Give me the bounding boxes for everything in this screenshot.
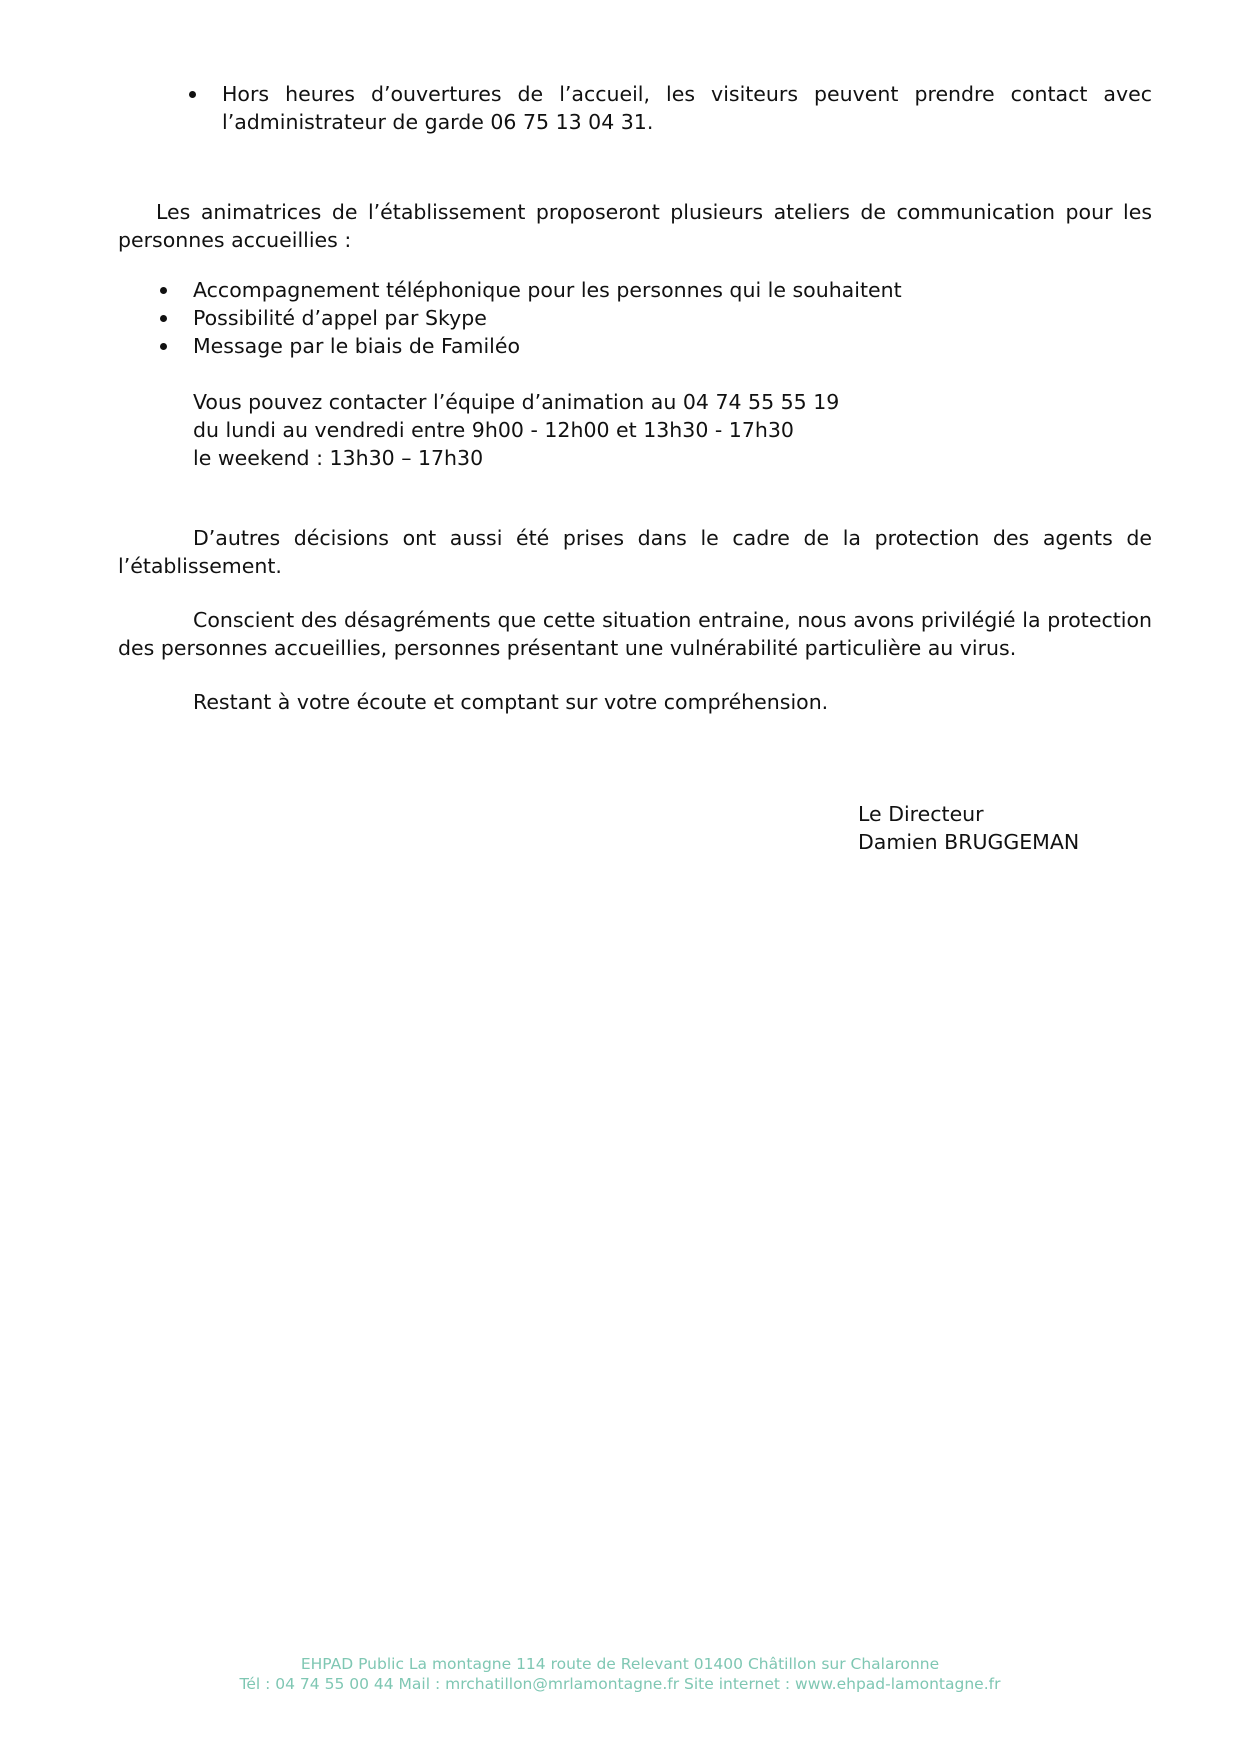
contact-line-weekdays: du lundi au vendredi entre 9h00 - 12h00 et 13h30 - 17h30 [193,418,794,442]
paragraph-conscient [118,606,1152,662]
signature-name: Damien BRUGGEMAN [858,830,1080,854]
communication-bullet-list [193,276,1152,360]
paragraph-decisions [118,524,1152,580]
footer-contact: Tél : 04 74 55 00 44 Mail : mrchatillon@mrlamontagne.fr Site internet : www.ehpad-lamontagne.fr [239,1675,1001,1693]
list-item [193,304,1152,332]
signature-block [858,800,1188,856]
bullet-skype: Possibilité d’appel par Skype [193,306,487,330]
paragraph-animatrices-text: Les animatrices de l’établissement proposeront plusieurs ateliers de communication pour les personnes accueillies : [118,200,1152,252]
paragraph-restant [193,688,1153,716]
top-bullet-list [222,80,1152,136]
bullet-icon [189,91,196,98]
bullet-icon [160,315,167,322]
signature-title: Le Directeur [858,802,984,826]
list-item [193,276,1152,304]
list-item [193,332,1152,360]
bullet-familéo: Message par le biais de Familéo [193,334,520,358]
contact-line-phone: Vous pouvez contacter l’équipe d’animation au 04 74 55 55 19 [193,390,840,414]
bullet-icon [160,343,167,350]
bullet-icon [160,287,167,294]
paragraph-restant-text: Restant à votre écoute et comptant sur votre compréhension. [193,690,829,714]
paragraph-conscient-text: Conscient des désagréments que cette situation entraine, nous avons privilégié la protection des personnes accueillies, personnes présentant une vulnérabilité particulière au virus. [118,608,1152,660]
contact-block [193,388,1093,472]
paragraph-animatrices [118,198,1152,254]
bullet-phone-support: Accompagnement téléphonique pour les personnes qui le souhaitent [193,278,902,302]
footer-address: EHPAD Public La montagne 114 route de Relevant 01400 Châtillon sur Chalaronne [300,1655,940,1673]
after-hours-contact-text: Hors heures d’ouvertures de l’accueil, les visiteurs peuvent prendre contact avec l’administrateur de garde 06 75 13 04 31. [222,82,1152,134]
paragraph-decisions-text: D’autres décisions ont aussi été prises dans le cadre de la protection des agents de l’établissement. [118,526,1152,578]
page-footer [0,1654,1240,1694]
list-item [222,80,1152,136]
contact-line-weekend: le weekend : 13h30 – 17h30 [193,446,484,470]
